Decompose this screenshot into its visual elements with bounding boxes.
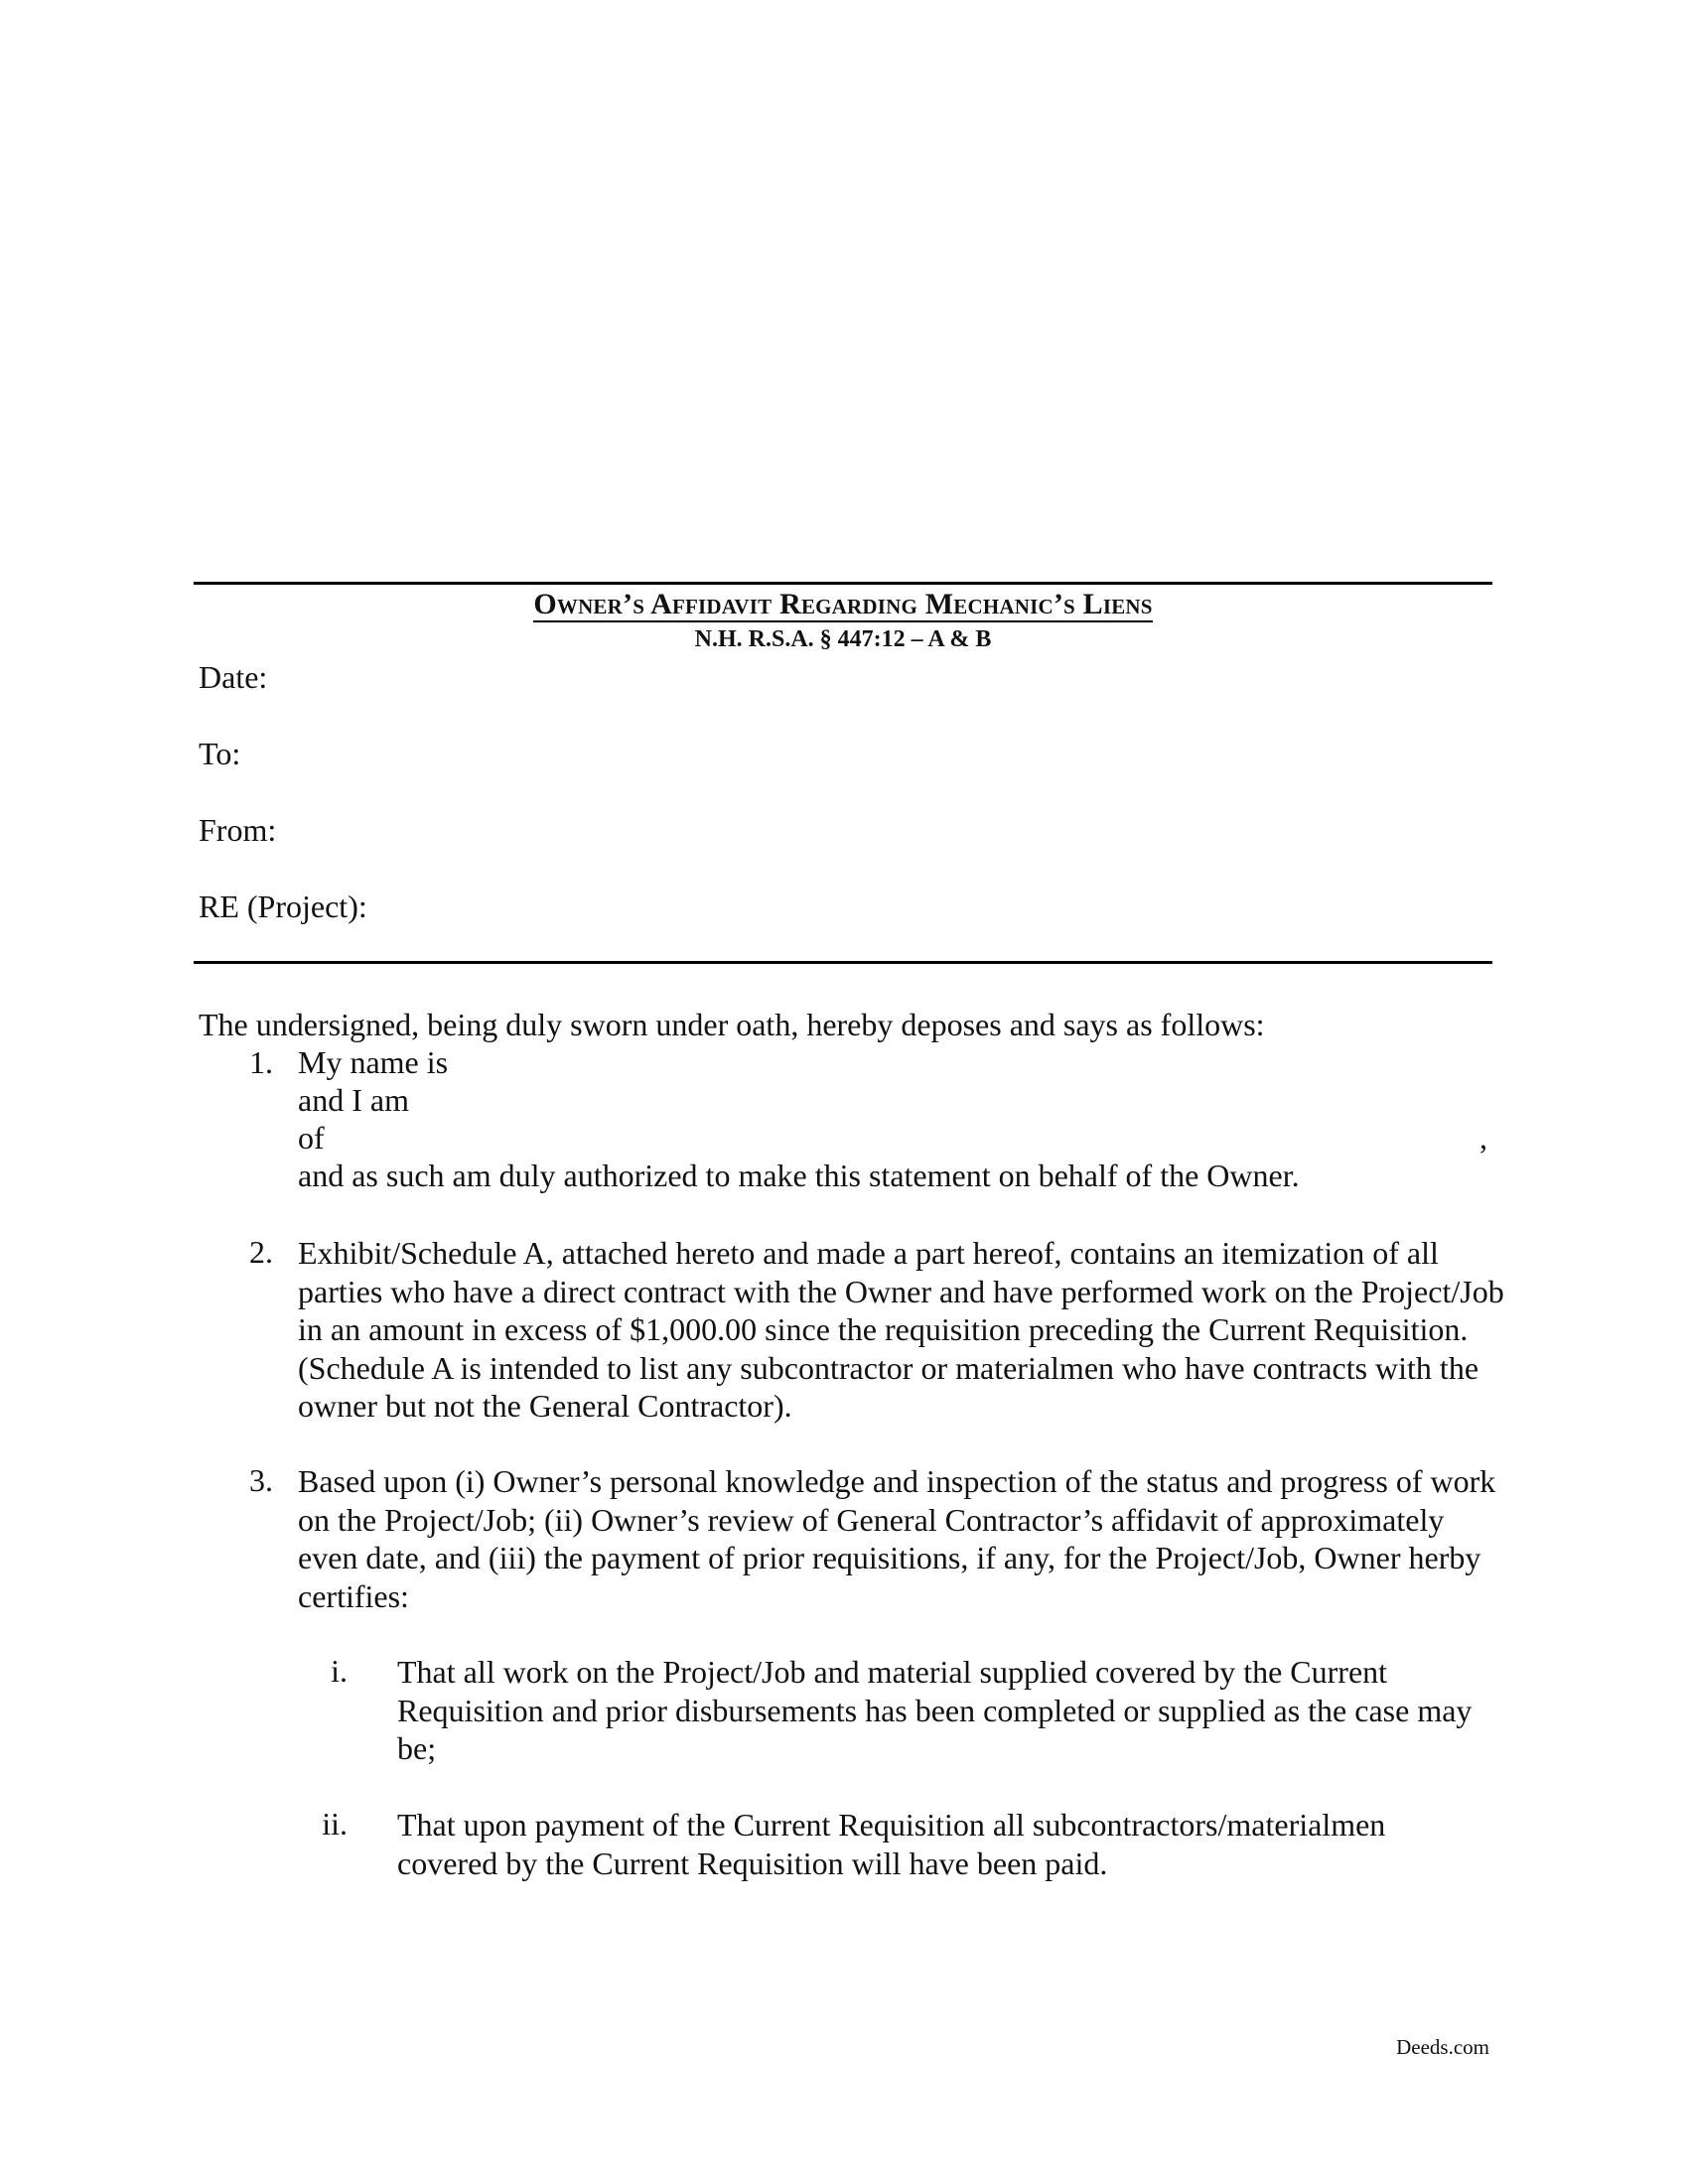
header-bottom-rule: [194, 961, 1492, 964]
item-3-text: Based upon (i) Owner’s personal knowledge and inspection of the status and progress of work on the Project/Job; (ii) Owner’s review of General Contractor’s affidavit of approximately even date, and (iii) the payment of prior requisitions, if any, for the Project/Job, Owner herby certifies:: [298, 1463, 1496, 1614]
item-1-of-line: of: [298, 1120, 325, 1156]
footer-brand: Deeds.com: [1396, 2035, 1489, 2059]
item-3-sub-ii-text: That upon payment of the Current Requisition all subcontractors/materialmen covered by the Current Requisition will have been paid.: [397, 1807, 1386, 1881]
top-rule: [194, 582, 1492, 585]
item-1-role-line: and I am: [298, 1082, 409, 1118]
item-3-sub-ii-number: ii.: [322, 1806, 348, 1842]
document-title: Owner’s Affidavit Regarding Mechanic’s Liens: [533, 588, 1153, 620]
re-project-label: RE (Project):: [199, 888, 367, 924]
document-subtitle: N.H. R.S.A. § 447:12 – A & B: [694, 626, 992, 652]
item-1-authorized-line: and as such am duly authorized to make this statement on behalf of the Owner.: [298, 1158, 1300, 1193]
date-label: Date:: [199, 659, 268, 695]
item-3-sub-i-number: i.: [331, 1653, 348, 1689]
from-label: From:: [199, 812, 277, 848]
to-label: To:: [199, 736, 241, 771]
item-1-number: 1.: [249, 1044, 273, 1080]
intro-text: The undersigned, being duly sworn under oath, hereby deposes and says as follows:: [199, 1007, 1265, 1042]
item-2-number: 2.: [249, 1234, 273, 1270]
item-3-number: 3.: [249, 1462, 273, 1498]
item-1-name-line: My name is: [298, 1044, 449, 1080]
item-2-text: Exhibit/Schedule A, attached hereto and made a part hereof, contains an itemization of all parties who have a direct contract with the Owner and have performed work on the Project/Job in an amount in excess of $1,000.00 since the requisition preceding the Current Requisition. (Schedule A is intended to list any subcontractor or materialmen who have contracts with the owner but not the General Contractor).: [298, 1235, 1504, 1424]
item-1-comma: ,: [1479, 1120, 1487, 1156]
item-3-sub-i-text: That all work on the Project/Job and material supplied covered by the Current Requisition and prior disbursements has been completed or supplied as the case may be;: [397, 1654, 1473, 1766]
